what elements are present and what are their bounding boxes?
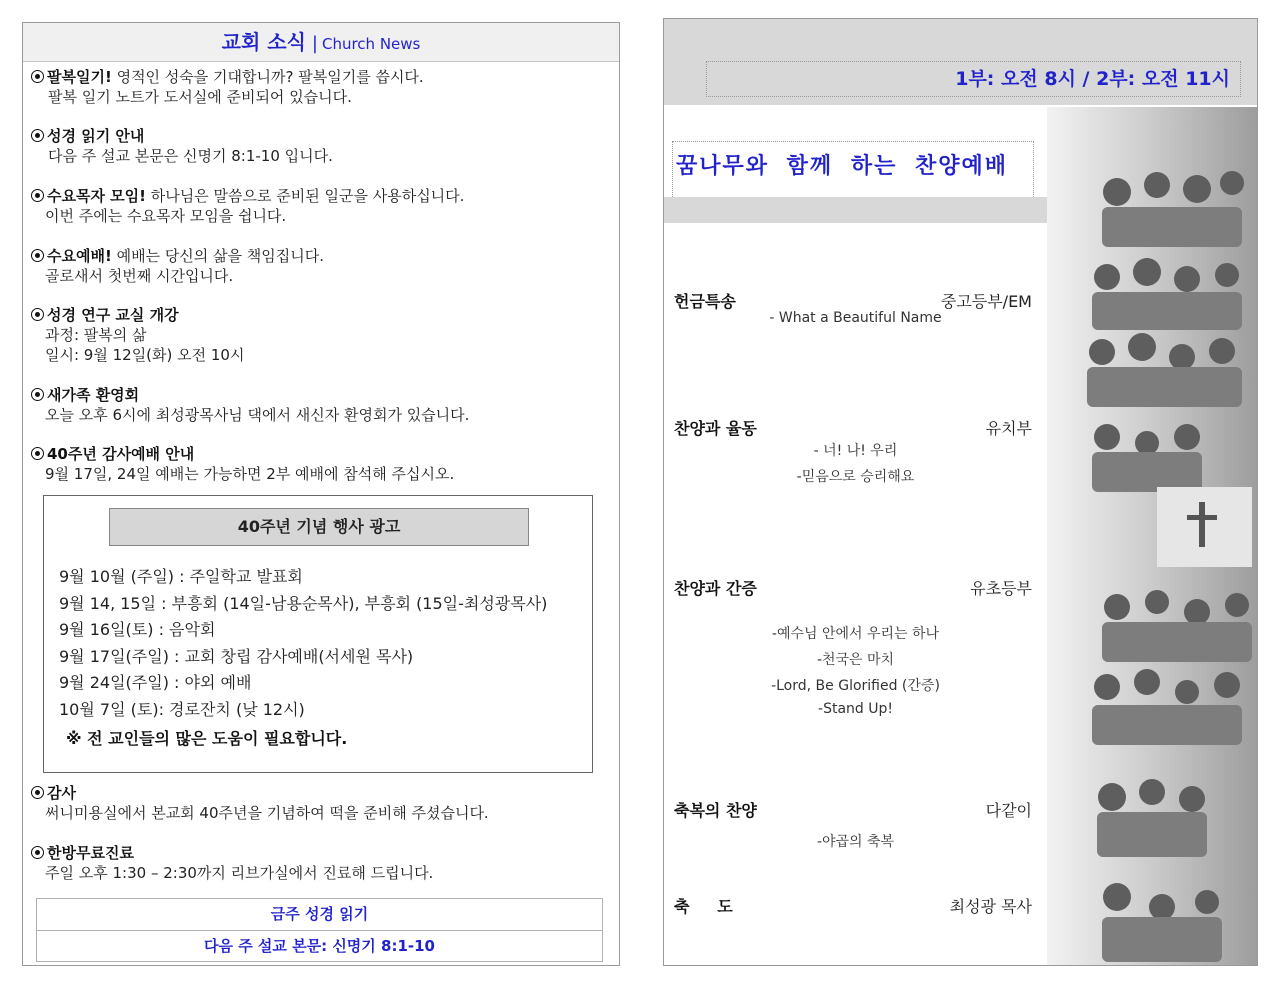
header-title-ko: 교회 소식 xyxy=(221,30,306,54)
news-item: 40주년 감사예배 안내 9월 17일, 24일 예배는 가능하면 2부 예배에 참석해 주십시오. xyxy=(31,444,454,484)
bullet-icon xyxy=(31,249,44,262)
news-item: 팔복일기! 영적인 성숙을 기대합니까? 팔복일기를 씁시다. 팔복 일기 노트가 도서실에 준비되어 있습니다. xyxy=(31,67,424,107)
event-box-title: 40주년 기념 행사 광고 xyxy=(109,508,529,546)
bible-reading-heading: 금주 성경 읽기 xyxy=(270,905,369,923)
news-item: 감사 써니미용실에서 본교회 40주년을 기념하여 떡을 준비해 주셨습니다. xyxy=(31,783,489,823)
bullet-icon xyxy=(31,189,44,202)
event-line: 9월 17일(주일) : 교회 창립 감사예배(서세원 목사) xyxy=(59,647,414,666)
congregation-photo xyxy=(1047,107,1258,966)
church-news-header xyxy=(23,23,619,62)
program-label: 헌금특송 xyxy=(674,292,736,311)
bullet-icon xyxy=(31,308,44,321)
worship-program-panel xyxy=(663,18,1258,966)
news-item: 성경 읽기 안내 다음 주 설교 본문은 신명기 8:1-10 입니다. xyxy=(31,126,333,166)
congregation-photo-graphic xyxy=(1047,107,1258,966)
church-news-panel xyxy=(22,22,620,966)
event-line: 9월 14, 15일 : 부흥회 (14일-남용순목사), 부흥회 (15일-최성광목사) xyxy=(59,594,548,613)
section-band xyxy=(664,197,1047,223)
bullet-icon xyxy=(31,846,44,859)
event-line: 9월 10월 (주일) : 주일학교 발표회 xyxy=(59,567,303,586)
news-item: 수요예배! 예배는 당신의 삶을 책임집니다. 골로새서 첫번째 시간입니다. xyxy=(31,246,324,286)
news-item: 성경 연구 교실 개강 과정: 팔복의 삶 일시: 9월 12일(화) 오전 10시 xyxy=(31,305,244,365)
bullet-icon xyxy=(31,388,44,401)
bullet-icon xyxy=(31,129,44,142)
news-item: 한방무료진료 주일 오후 1:30 – 2:30까지 리브가실에서 진료해 드립니다. xyxy=(31,843,433,883)
next-sermon-text: 다음 주 설교 본문: 신명기 8:1-10 xyxy=(37,930,602,962)
event-line: 9월 16일(토) : 음악회 xyxy=(59,620,216,639)
program-song: - 너! 나! 우리 xyxy=(813,443,898,459)
event-line: 9월 24일(주일) : 야외 예배 xyxy=(59,673,252,692)
program-performer: 다같이 xyxy=(985,801,1032,820)
program-performer: 중고등부/EM xyxy=(940,292,1032,311)
program-song: -Lord, Be Glorified (간증) xyxy=(771,678,940,694)
event-line: 10월 7일 (토): 경로잔치 (낮 12시) xyxy=(59,700,305,719)
header-title-en: Church News xyxy=(321,35,421,53)
news-item: 새가족 환영회 오늘 오후 6시에 최성광목사님 댁에서 새신자 환영회가 있습니다. xyxy=(31,385,469,425)
program-song: -천국은 마치 xyxy=(816,652,895,668)
program-label: 찬양과 율동 xyxy=(674,419,757,438)
news-item: 수요목자 모임! 하나님은 말씀으로 준비된 일군을 사용하십니다. 이번 주에는 수요목자 모임을 쉽니다. xyxy=(31,186,464,226)
bible-reading-box xyxy=(36,898,603,962)
program-song: -Stand Up! xyxy=(818,701,893,717)
program-label: 축복의 찬양 xyxy=(674,801,757,820)
program-song: -믿음으로 승리해요 xyxy=(796,469,915,485)
program-performer: 유초등부 xyxy=(970,579,1032,598)
program-label: 축 도 xyxy=(674,897,733,916)
program-song: -야곱의 축복 xyxy=(816,834,895,850)
program-performer: 최성광 목사 xyxy=(949,897,1032,916)
bullet-icon xyxy=(31,70,44,83)
service-times: 1부: 오전 8시 / 2부: 오전 11시 xyxy=(706,61,1241,97)
worship-title: 꿈나무와 함께 하는 찬양예배 xyxy=(676,154,1009,179)
bullet-icon xyxy=(31,786,44,799)
bullet-icon xyxy=(31,447,44,460)
program-label: 찬양과 간증 xyxy=(674,579,757,598)
header-separator: | xyxy=(311,33,318,54)
program-song: -예수님 안에서 우리는 하나 xyxy=(771,626,940,642)
anniversary-event-box xyxy=(43,495,593,773)
program-song: - What a Beautiful Name xyxy=(769,310,942,326)
event-note: ※ 전 교인들의 많은 도움이 필요합니다. xyxy=(66,729,348,748)
program-performer: 유치부 xyxy=(985,419,1032,438)
